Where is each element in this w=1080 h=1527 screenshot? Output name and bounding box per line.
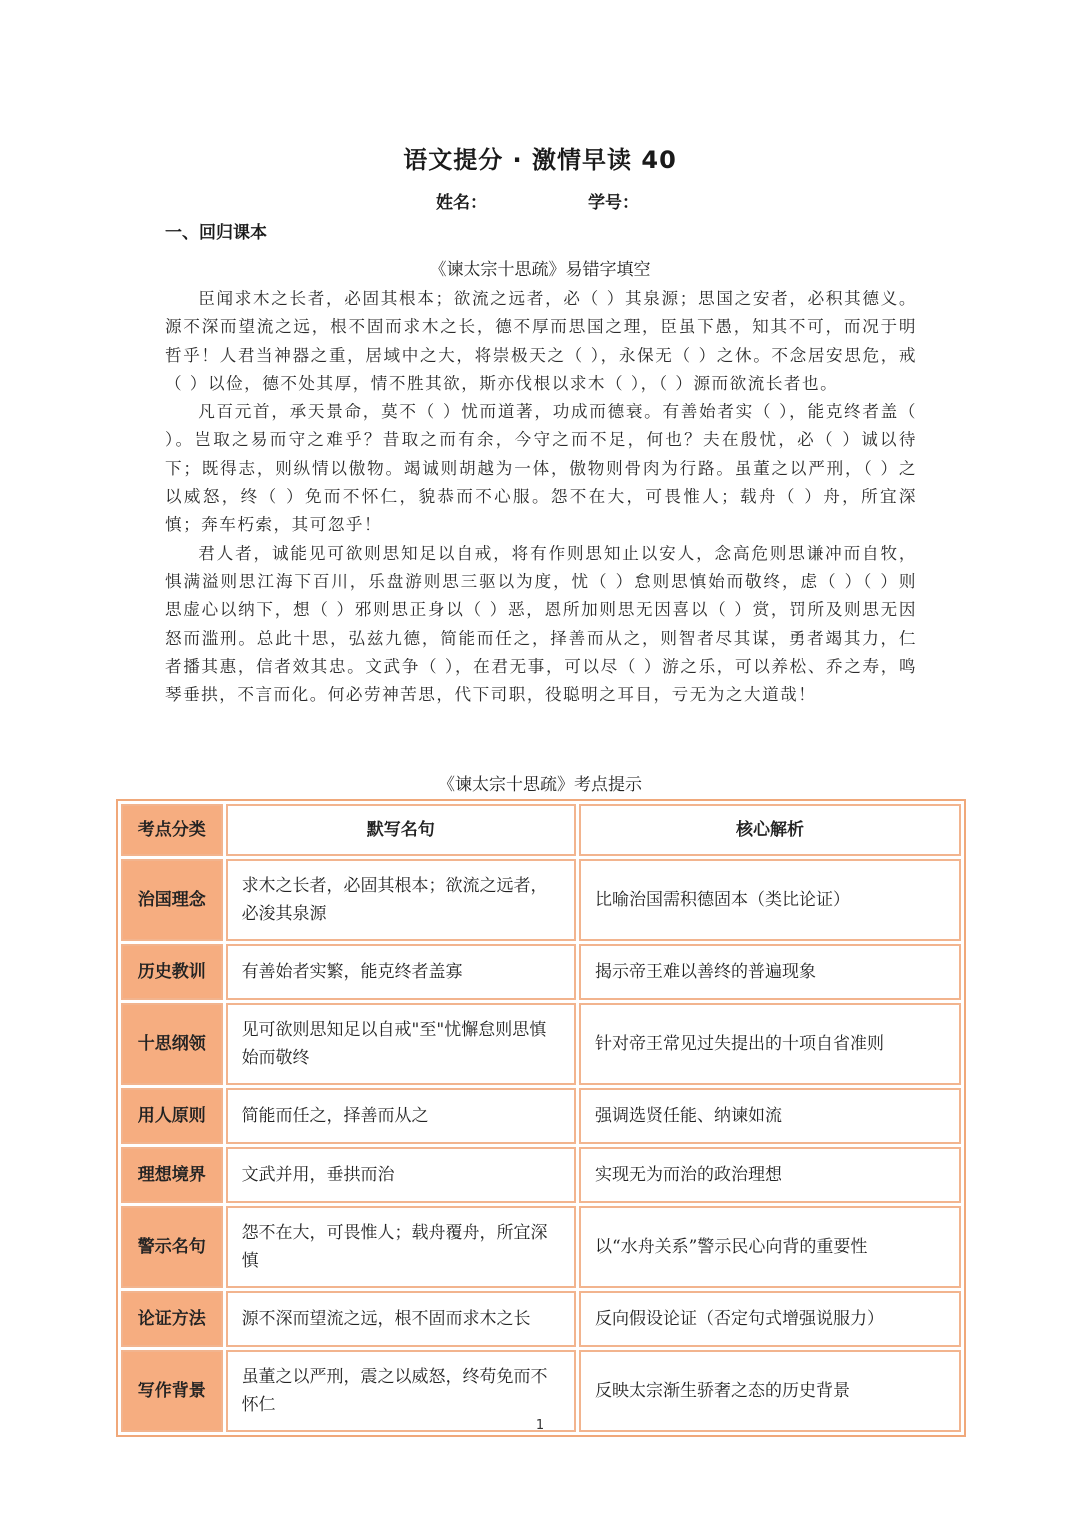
row-analysis: 针对帝王常见过失提出的十项自省准则 [579, 1003, 961, 1085]
row-category: 治国理念 [121, 859, 223, 941]
row-analysis: 实现无为而治的政治理想 [579, 1147, 961, 1203]
passage [165, 285, 917, 709]
row-category: 警示名句 [121, 1206, 223, 1288]
page-title: 语文提分 · 激情早读 40 [403, 146, 677, 174]
table-row [121, 1147, 961, 1203]
row-category: 用人原则 [121, 1088, 223, 1144]
row-quote: 有善始者实繁，能克终者盖寡 [226, 944, 576, 1000]
row-analysis: 揭示帝王难以善终的普遍现象 [579, 944, 961, 1000]
row-analysis: 比喻治国需积德固本（类比论证） [579, 859, 961, 941]
table-row [121, 1291, 961, 1347]
row-category: 写作背景 [121, 1350, 223, 1432]
row-category: 历史教训 [121, 944, 223, 1000]
row-quote: 文武并用，垂拱而治 [226, 1147, 576, 1203]
row-category: 十思纲领 [121, 1003, 223, 1085]
table-row [121, 1003, 961, 1085]
row-analysis: 反映太宗渐生骄奢之态的历史背景 [579, 1350, 961, 1432]
passage-paragraph: 君人者，诚能见可欲则思知足以自戒，将有作则思知止以安人，念高危则思谦冲而自牧，惧满溢则思江海下百川，乐盘游则思三驱以为度，忧（ ）怠则思慎始而敬终，虑（ ）（ ）则思虚心以纳下，想（ ）邪则思正身以（ ）恶，恩所加则思无因喜以（ ）赏，罚所及则思无因怒而滥刑。总此十思，弘兹九德，简能而任之，择善而从之，则智者尽其谋，勇者竭其力，仁者播其惠，信者效其忠。文武争（ ），在君无事，可以尽（ ）游之乐，可以养松、乔之寿，鸣琴垂拱，不言而化。何必劳神苦思，代下司职，役聪明之耳目，亏无为之大道哉！ [165, 543, 917, 705]
row-quote: 简能而任之，择善而从之 [226, 1088, 576, 1144]
table-row [121, 859, 961, 941]
page-number: 1 [535, 1418, 545, 1433]
passage-paragraph: 凡百元首，承天景命，莫不（ ）忧而道著，功成而德衰。有善始者实（ ），能克终者盖（ ）。岂取之易而守之难乎？昔取之而有余，今守之而不足，何也？夫在殷忧，必（ ）诚以待下；既得志，则纵情以傲物。竭诚则胡越为一体，傲物则骨肉为行路。虽董之以严刑，（ ）之以威怒，终（ ）免而不怀仁，貌恭而不心服。怨不在大，可畏惟人；载舟（ ）舟，所宜深慎；奔车朽索，其可忽乎！ [165, 402, 917, 535]
row-analysis: 反向假设论证（否定句式增强说服力） [579, 1291, 961, 1347]
table-row [121, 1088, 961, 1144]
row-analysis: 以“水舟关系”警示民心向背的重要性 [579, 1206, 961, 1288]
header-category: 考点分类 [121, 804, 223, 856]
student-info [0, 188, 1080, 216]
table-row [121, 944, 961, 1000]
passage-title: 《谏太宗十思疏》易错字填空 [429, 260, 651, 280]
row-quote: 虽董之以严刑，震之以威怒，终苟免而不怀仁 [226, 1350, 576, 1432]
row-category: 论证方法 [121, 1291, 223, 1347]
row-quote: 求木之长者，必固其根本；欲流之远者，必浚其泉源 [226, 859, 576, 941]
table-title: 《谏太宗十思疏》考点提示 [438, 775, 642, 795]
row-category: 理想境界 [121, 1147, 223, 1203]
table-row [121, 1206, 961, 1288]
key-points-table [116, 799, 966, 1437]
student-id-label: 学号： [588, 193, 639, 213]
name-label: 姓名： [436, 193, 487, 213]
row-quote: 怨不在大，可畏惟人；载舟覆舟，所宜深慎 [226, 1206, 576, 1288]
table-header-row [121, 804, 961, 856]
header-analysis: 核心解析 [579, 804, 961, 856]
row-analysis: 强调选贤任能、纳谏如流 [579, 1088, 961, 1144]
passage-paragraph: 臣闻求木之长者，必固其根本；欲流之远者，必（ ）其泉源；思国之安者，必积其德义。源不深而望流之远，根不固而求木之长，德不厚而思国之理，臣虽下愚，知其不可，而况于明哲乎！人君当神器之重，居域中之大，将崇极天之（ ），永保无（ ）之休。不念居安思危，戒（ ）以俭，德不处其厚，情不胜其欲，斯亦伐根以求木（ ），（ ）源而欲流长者也。 [165, 289, 917, 393]
row-quote: 见可欲则思知足以自戒"至"忧懈怠则思慎始而敬终 [226, 1003, 576, 1085]
section-heading: 一、回归课本 [165, 223, 267, 243]
row-quote: 源不深而望流之远，根不固而求木之长 [226, 1291, 576, 1347]
header-quote: 默写名句 [226, 804, 576, 856]
